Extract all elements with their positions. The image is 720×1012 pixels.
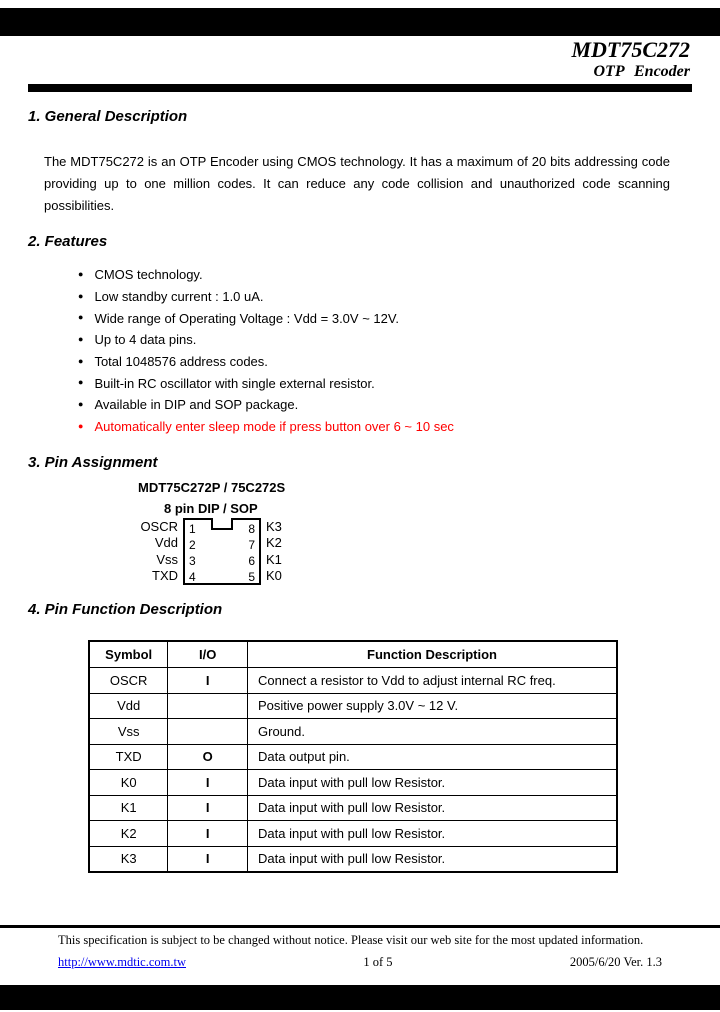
pin-number: 5 [248,569,255,584]
io-cell: I [168,821,248,847]
feature-text: Available in DIP and SOP package. [94,397,299,413]
chip-notch-icon [211,518,233,530]
pin-name: Vss [156,551,178,567]
page-title: MDT75C272 [571,37,690,62]
column-header-function-description: Function Description [248,641,618,668]
pin-number: 4 [189,569,196,584]
io-cell: I [168,795,248,821]
left-pin-names [138,518,178,585]
feature-item [78,329,720,351]
symbol-cell: K1 [89,795,168,821]
footer-notice-text: This specification is subject to be changed without notice. Please visit our web site for the most updated information. [58,933,644,947]
page-number: 1 of 5 [363,955,393,969]
pin-number: 6 [248,553,255,568]
feature-text: Wide range of Operating Voltage : Vdd = 3.0V ~ 12V. [94,310,399,326]
right-pin-numbers [248,521,255,583]
document-header [571,38,690,82]
pin-name: OSCR [140,518,178,534]
symbol-cell: K2 [89,821,168,847]
top-black-bar [0,8,720,36]
description-cell: Data input with pull low Resistor. [248,770,618,796]
bullet-icon: ● [78,333,84,344]
table-header-row [89,641,617,668]
bullet-icon: ● [78,377,84,388]
chip-pinout-diagram [138,518,720,585]
io-cell: I [168,668,248,694]
table-row [89,693,617,719]
symbol-cell: Vdd [89,693,168,719]
bullet-icon: ● [78,355,84,366]
pin-name: Vdd [154,535,178,550]
table-row [89,770,617,796]
feature-text: CMOS technology. [94,267,203,283]
io-cell: I [168,846,248,872]
pin-name: TXD [152,568,178,583]
table-row [89,719,617,745]
bottom-black-bar [0,985,720,1010]
column-header-io: I/O [168,641,248,668]
symbol-cell: K0 [89,770,168,796]
page-footer [0,925,720,1010]
page-subtitle: OTP Encoder [593,63,690,80]
chip-package-outline [183,518,261,585]
feature-text: Total 1048576 address codes. [94,354,268,370]
pin-function-table [88,640,618,873]
table-row [89,744,617,770]
symbol-cell: TXD [89,744,168,770]
footer-info-row [58,955,662,970]
pin-name: K3 [266,518,282,534]
bullet-icon: ● [78,420,84,431]
section-heading-pin-function: 4. Pin Function Description [28,600,223,618]
description-cell: Data input with pull low Resistor. [248,795,618,821]
pin-name: K1 [266,551,282,567]
part-number-label: MDT75C272P / 75C272S [138,479,286,495]
package-label: 8 pin DIP / SOP [164,500,258,516]
description-cell: Data input with pull low Resistor. [248,821,618,847]
footer-divider-rule [0,925,720,928]
bullet-icon: ● [78,290,84,301]
section-heading-general-description: 1. General Description [28,108,188,125]
bullet-icon: ● [78,268,84,279]
column-header-symbol: Symbol [89,641,168,668]
io-cell [168,693,248,719]
pin-number: 1 [189,521,196,536]
version-date: 2005/6/20 Ver. 1.3 [569,955,662,969]
document-body [0,92,720,873]
bullet-icon: ● [78,398,84,409]
feature-text: Low standby current : 1.0 uA. [94,289,264,305]
pin-number: 2 [189,537,196,552]
feature-item-sleep-mode [78,416,720,438]
symbol-cell: OSCR [89,668,168,694]
left-pin-numbers [189,521,196,583]
feature-text: Built-in RC oscillator with single external resistor. [94,375,375,391]
description-cell: Ground. [248,719,618,745]
feature-item [78,264,720,286]
feature-item [78,286,720,308]
table-row [89,795,617,821]
pin-name: K0 [266,568,282,583]
io-cell [168,719,248,745]
symbol-cell: Vss [89,719,168,745]
features-list [78,264,720,438]
feature-item [78,394,720,416]
feature-text: Up to 4 data pins. [94,332,197,348]
section-heading-features: 2. Features [28,233,108,250]
pin-number: 3 [189,553,196,568]
feature-item [78,372,720,394]
website-link[interactable]: http://www.mdtic.com.tw [58,955,186,969]
feature-item [78,351,720,373]
description-cell: Data output pin. [248,744,618,770]
table-row [89,846,617,872]
description-cell: Positive power supply 3.0V ~ 12 V. [248,693,618,719]
header-divider-bar [28,84,692,92]
io-cell: I [168,770,248,796]
pin-number: 7 [248,537,255,552]
pin-name: K2 [266,535,282,550]
description-cell: Connect a resistor to Vdd to adjust internal RC freq. [248,668,618,694]
io-cell: O [168,744,248,770]
section-heading-pin-assignment: 3. Pin Assignment [28,453,158,471]
table-row [89,668,617,694]
bullet-icon: ● [78,312,84,323]
feature-item [78,307,720,329]
table-row [89,821,617,847]
pin-number: 8 [248,521,255,536]
feature-text: Automatically enter sleep mode if press button over 6 ~ 10 sec [94,419,454,435]
symbol-cell: K3 [89,846,168,872]
description-cell: Data input with pull low Resistor. [248,846,618,872]
right-pin-names [266,518,306,585]
general-description-text: The MDT75C272 is an OTP Encoder using CMOS technology. It has a maximum of 20 bits addressing code providing up to one million codes. It can reduce any code collision and unauthorized code scanning possibilities. [44,154,670,213]
